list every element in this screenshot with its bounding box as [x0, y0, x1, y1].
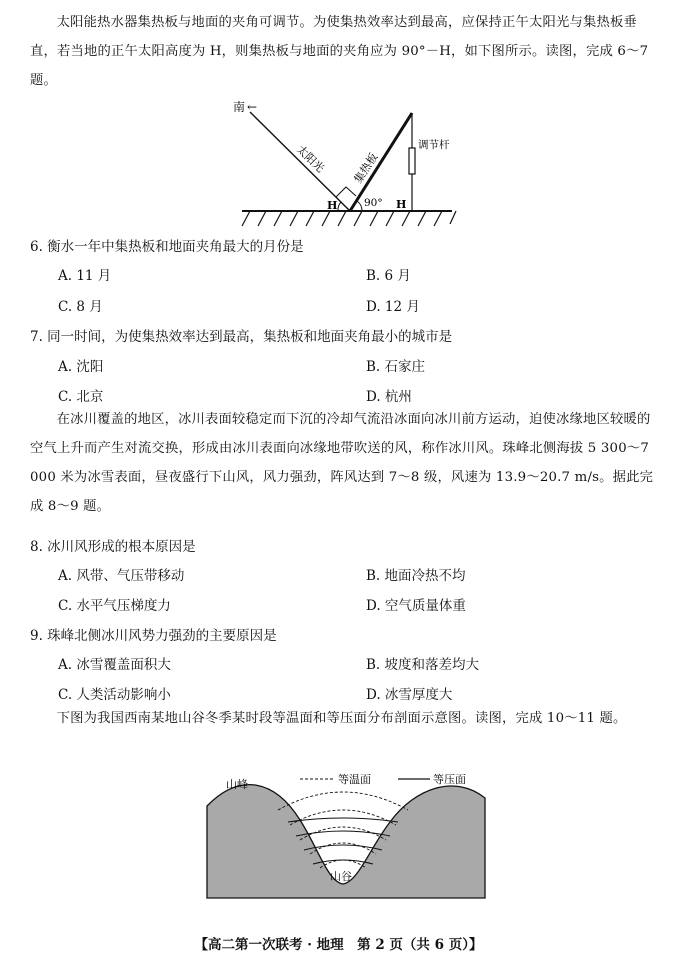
label-90-degree: 90° — [364, 197, 383, 209]
intro-valley-figure: 下图为我国西南某地山谷冬季某时段等温面和等压面分布剖面示意图。读图，完成 10～11 题。 — [56, 711, 627, 726]
q8-option-d[interactable]: D. 空气质量体重 — [366, 598, 466, 614]
legend-isobar-label: 等压面 — [433, 773, 466, 786]
adjust-rod-body — [409, 148, 415, 174]
question-7-stem: 7. 同一时间，为使集热效率达到最高，集热板和地面夹角最小的城市是 — [30, 329, 453, 345]
label-panel: 集热板 — [351, 150, 381, 186]
solar-panel-diagram — [230, 98, 460, 230]
q9-option-d[interactable]: D. 冰雪厚度大 — [366, 687, 453, 703]
q8-option-a[interactable]: A. 风带、气压带移动 — [58, 568, 185, 584]
question-9-stem: 9. 珠峰北侧冰川风势力强劲的主要原因是 — [30, 628, 277, 644]
q6-option-a[interactable]: A. 11 月 — [58, 268, 112, 284]
south-arrow-icon: ← — [247, 100, 258, 114]
q6-option-b[interactable]: B. 6 月 — [366, 268, 411, 284]
intro-solar-heater: 太阳能热水器集热板与地面的夹角可调节。为使集热效率达到最高，应保持正午太阳光与集热板垂直，若当地的正午太阳高度为 H，则集热板与地面的夹角应为 90°－H，如下图所示。读图，完成 6～7 题。 — [30, 15, 649, 88]
label-rod: 调节杆 — [418, 139, 450, 151]
legend-isotherm-label: 等温面 — [338, 773, 371, 786]
right-angle-mark — [336, 187, 356, 197]
intro-glacier-wind: 在冰川覆盖的地区，冰川表面较稳定而下沉的冷却气流沿冰面向冰川前方运动，迫使冰缘地区较暖的空气上升而产生对流交换，形成由冰川表面向冰缘地带吹送的风，称作冰川风。珠峰北侧海拔 5 300～7 000 米为冰雪表面，昼夜盛行下山风，风力强劲，阵风达到 7～8 级，风速为 13.9～20.7 m/s。据此完成 8～9 题。 — [30, 412, 654, 514]
page-footer: 【高二第一次联考 · 地理 第 2 页（共 6 页）】 — [194, 937, 483, 953]
q7-option-a[interactable]: A. 沈阳 — [58, 359, 104, 375]
q9-option-b[interactable]: B. 坡度和落差均大 — [366, 657, 480, 673]
question-6-stem: 6. 衡水一年中集热板和地面夹角最大的月份是 — [30, 239, 304, 255]
label-south: 南 — [233, 100, 246, 114]
q9-option-a[interactable]: A. 冰雪覆盖面积大 — [58, 657, 171, 673]
q6-option-d[interactable]: D. 12 月 — [366, 299, 420, 315]
q9-option-c[interactable]: C. 人类活动影响小 — [58, 687, 171, 703]
label-h-right: H — [396, 198, 407, 211]
label-h-left: H — [327, 199, 338, 212]
angle-arc-right — [357, 201, 362, 211]
ground-hatching — [242, 211, 456, 226]
q7-option-b[interactable]: B. 石家庄 — [366, 359, 426, 375]
label-valley: 山谷 — [330, 870, 352, 883]
sun-ray-line — [250, 112, 350, 211]
q7-option-c[interactable]: C. 北京 — [58, 389, 104, 405]
question-8-stem: 8. 冰川风形成的根本原因是 — [30, 539, 196, 555]
angle-arc-left — [338, 202, 341, 211]
q7-option-d[interactable]: D. 杭州 — [366, 389, 412, 405]
label-sun-light: 太阳光 — [293, 142, 327, 176]
label-peak: 山峰 — [226, 778, 248, 791]
q8-option-b[interactable]: B. 地面冷热不均 — [366, 568, 466, 584]
q6-option-c[interactable]: C. 8 月 — [58, 299, 103, 315]
q8-option-c[interactable]: C. 水平气压梯度力 — [58, 598, 171, 614]
valley-cross-section-diagram — [200, 770, 490, 902]
